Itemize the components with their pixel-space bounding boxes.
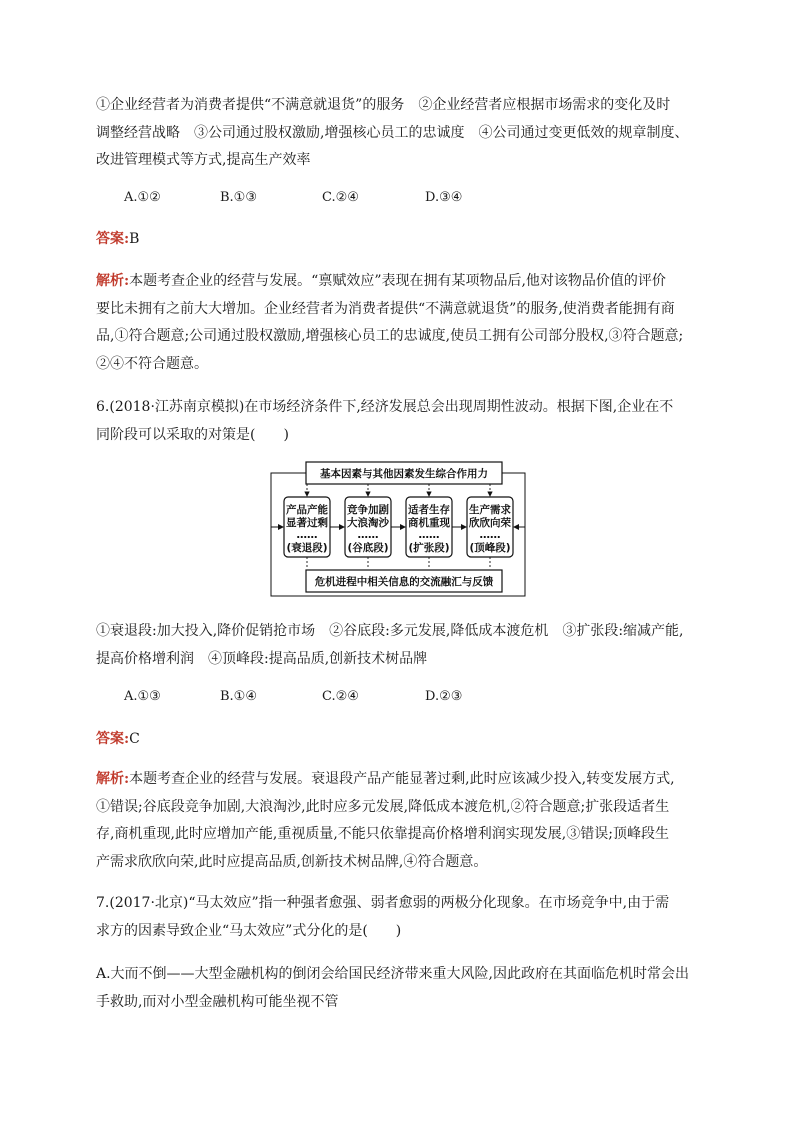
analysis-text: 产需求欣欣向荣,此时应提高品质,创新技术树品牌,④符合题意。 <box>96 853 488 870</box>
q7-option-a-line: A.大而不倒——大型金融机构的倒闭会给国民经济带来重大风险,因此政府在其面临危机时常会出 <box>96 966 690 982</box>
answer-label: 答案: <box>96 231 130 247</box>
analysis-text: 存,商机重现,此时应增加产能,重视质量,不能只依靠提高价格增利润实现发展,③错误;顶峰段生 <box>96 826 669 842</box>
stage-text: 产品产能 <box>286 504 328 516</box>
q7-option-a-line: 手救助,而对小型金融机构可能坐视不管 <box>96 993 339 1010</box>
q5-option-b[interactable]: B.①③ <box>220 190 257 205</box>
analysis-text: ②④不符合题意。 <box>96 355 208 372</box>
top-box-label: 基本因素与其他因素发生综合作用力 <box>320 468 488 480</box>
q5-stem-line: ①企业经营者为消费者提供“不满意就退货”的服务 ②企业经营者应根据市场需求的变化及时 <box>96 97 671 113</box>
q6-stem-line: 6.(2018·江苏南京模拟)在市场经济条件下,经济发展总会出现周期性波动。根据下图,企业在不 <box>96 399 674 415</box>
analysis-text: 品,①符合题意;公司通过股权激励,增强核心员工的忠诚度,使员工拥有公司部分股权,③符合题意; <box>96 328 684 344</box>
answer-label: 答案: <box>96 731 130 747</box>
q6-analysis <box>96 766 706 876</box>
q6-option-d[interactable]: D.②③ <box>425 689 463 704</box>
stage-text: 适者生存 <box>408 504 450 516</box>
q7-stem-line: 7.(2017·北京)“马太效应”指一种强者愈强、弱者愈弱的两极分化现象。在市场竞争中,由于需 <box>96 895 670 911</box>
stage-text: 竞争加剧 <box>347 504 389 516</box>
stage-name: (衰退段) <box>286 542 328 554</box>
q5-option-d[interactable]: D.③④ <box>425 190 463 205</box>
answer-value: B <box>129 231 140 247</box>
q5-analysis <box>96 268 706 378</box>
q6-option-a[interactable]: A.①③ <box>124 689 161 704</box>
q7-stem-line: 求方的因素导致企业“马太效应”式分化的是( ) <box>96 922 402 939</box>
q5-answer <box>96 226 706 254</box>
stage-name: (扩张段) <box>408 542 450 554</box>
q6-answer <box>96 726 706 754</box>
q5-stem <box>96 92 706 175</box>
q5-stem-line: 调整经营战略 ③公司通过股权激励,增强核心员工的忠诚度 ④公司通过变更低效的规章制度、 <box>96 124 689 141</box>
analysis-text: 本题考查企业的经营与发展。衰退段产品产能显著过剩,此时应该减少投入,转变发展方式, <box>129 771 675 787</box>
q6-item-line: ①衰退段:加大投入,降价促销抢市场 ②谷底段:多元发展,降低成本渡危机 ③扩张段:缩减产能, <box>96 623 684 639</box>
q6-item-line: 提高价格增利润 ④顶峰段:提高品质,创新技术树品牌 <box>96 650 428 667</box>
analysis-label: 解析: <box>96 273 130 289</box>
stage-dots: …… <box>296 529 318 541</box>
q6-items <box>96 618 706 673</box>
analysis-text: 本题考查企业的经营与发展。“禀赋效应”表现在拥有某项物品后,他对该物品价值的评价 <box>129 273 666 289</box>
stage-dots: …… <box>479 529 501 541</box>
q6-stem-line: 同阶段可以采取的对策是( ) <box>96 426 289 443</box>
q5-option-c[interactable]: C.②④ <box>322 190 359 205</box>
q6-option-c[interactable]: C.②④ <box>322 689 359 704</box>
stage-text: 欣欣向荣 <box>469 517 511 529</box>
stage-dots: …… <box>418 529 440 541</box>
bottom-box-label: 危机进程中相关信息的交流融汇与反馈 <box>314 576 494 588</box>
stage-name: (顶峰段) <box>469 542 511 554</box>
analysis-label: 解析: <box>96 771 130 787</box>
analysis-text: 要比未拥有之前大大增加。企业经营者为消费者提供“不满意就退货”的服务,使消费者能拥有商 <box>96 300 675 317</box>
q6-stem <box>96 394 706 449</box>
q5-stem-line: 改进管理模式等方式,提高生产效率 <box>96 152 311 168</box>
q5-option-a[interactable]: A.①② <box>124 190 161 205</box>
stage-dots: …… <box>357 529 379 541</box>
q7-stem <box>96 890 706 945</box>
stage-text: 大浪淘沙 <box>347 517 389 529</box>
q6-option-b[interactable]: B.①④ <box>220 689 257 704</box>
stage-name: (谷底段) <box>347 542 389 554</box>
stage-text: 生产需求 <box>469 504 511 516</box>
answer-value: C <box>129 731 140 747</box>
economic-cycle-diagram <box>270 459 526 598</box>
stage-text: 商机重现 <box>408 517 450 529</box>
stage-text: 显著过剩 <box>286 517 328 529</box>
q7-option-a[interactable] <box>96 961 706 1016</box>
analysis-text: ①错误;谷底段竞争加剧,大浪淘沙,此时应多元发展,降低成本渡危机,②符合题意;扩张段适者生 <box>96 798 670 815</box>
